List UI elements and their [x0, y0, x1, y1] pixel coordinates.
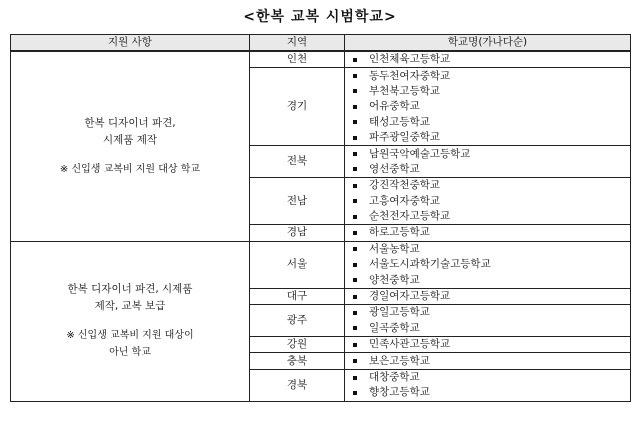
school-cell — [345, 178, 631, 225]
bullet-icon — [353, 278, 357, 282]
school-item: 경일여자고등학교 — [353, 289, 630, 304]
region-cell: 강원 — [250, 337, 345, 353]
school-item: 순천전자고등학교 — [353, 209, 630, 224]
school-item: 하로고등학교 — [353, 225, 630, 240]
bullet-icon — [353, 343, 357, 347]
school-item: 민족사관고등학교 — [353, 337, 630, 352]
bullet-icon — [353, 136, 357, 140]
school-cell — [345, 51, 631, 68]
school-item: 서울농학교 — [353, 242, 630, 257]
region-cell: 인천 — [250, 51, 345, 68]
bullet-icon — [353, 215, 357, 219]
table-row — [11, 51, 631, 68]
school-item: 보은고등학교 — [353, 353, 630, 368]
school-item: 강진작천중학교 — [353, 178, 630, 193]
school-item: 일곡중학교 — [353, 321, 630, 336]
header-support: 지원 사항 — [11, 35, 250, 52]
region-cell: 경기 — [250, 68, 345, 146]
table-row — [11, 241, 631, 288]
region-cell: 대구 — [250, 288, 345, 304]
region-cell: 전남 — [250, 178, 345, 225]
support-note: ※ 신입생 교복비 지원 대상이 — [66, 330, 194, 342]
school-cell — [345, 288, 631, 304]
school-item: 파주광일중학교 — [353, 130, 630, 145]
support-cell-1 — [11, 51, 250, 241]
school-cell — [345, 241, 631, 288]
school-item: 양천중학교 — [353, 272, 630, 287]
school-item: 대창중학교 — [353, 370, 630, 385]
school-item: 동두천여자중학교 — [353, 68, 630, 83]
bullet-icon — [353, 295, 357, 299]
support-text: 한복 디자이너 파견, 시제품 — [67, 283, 193, 296]
bullet-icon — [353, 326, 357, 330]
bullet-icon — [353, 74, 357, 78]
school-item: 서울도시과학기술고등학교 — [353, 257, 630, 272]
school-item: 영선중학교 — [353, 162, 630, 177]
pilot-school-table — [10, 34, 631, 402]
bullet-icon — [353, 311, 357, 315]
school-cell — [345, 337, 631, 353]
school-cell — [345, 353, 631, 369]
support-text: 시제품 제작 — [102, 133, 158, 146]
school-cell — [345, 225, 631, 241]
school-cell — [345, 68, 631, 146]
region-cell: 광주 — [250, 305, 345, 337]
support-note: 아닌 학교 — [109, 347, 151, 359]
bullet-icon — [353, 184, 357, 188]
bullet-icon — [353, 167, 357, 171]
bullet-icon — [353, 120, 357, 124]
bullet-icon — [353, 58, 357, 62]
school-item: 남원국악예술고등학교 — [353, 146, 630, 161]
school-item: 어유중학교 — [353, 99, 630, 114]
school-item: 고흥여자중학교 — [353, 194, 630, 209]
page-title: <한복 교복 시범학교> — [243, 9, 397, 25]
school-item: 광일고등학교 — [353, 305, 630, 320]
school-item: 향창고등학교 — [353, 385, 630, 400]
school-cell — [345, 305, 631, 337]
support-text: 제작, 교복 보급 — [94, 300, 166, 313]
bullet-icon — [353, 391, 357, 395]
support-note: ※ 신입생 교복비 지원 대상 학교 — [59, 163, 201, 175]
bullet-icon — [353, 263, 357, 267]
bullet-icon — [353, 231, 357, 235]
region-cell: 충북 — [250, 353, 345, 369]
school-item: 부천북고등학교 — [353, 84, 630, 99]
bullet-icon — [353, 199, 357, 203]
bullet-icon — [353, 152, 357, 156]
bullet-icon — [353, 359, 357, 363]
region-cell: 서울 — [250, 241, 345, 288]
bullet-icon — [353, 376, 357, 380]
header-school: 학교명(가나다순) — [345, 35, 631, 52]
support-cell-2 — [11, 241, 250, 401]
school-cell — [345, 146, 631, 178]
bullet-icon — [353, 105, 357, 109]
region-cell: 경남 — [250, 225, 345, 241]
table-header-row — [11, 35, 631, 52]
school-cell — [345, 369, 631, 401]
bullet-icon — [353, 89, 357, 93]
bullet-icon — [353, 247, 357, 251]
header-region: 지역 — [250, 35, 345, 52]
region-cell: 경북 — [250, 369, 345, 401]
region-cell: 전북 — [250, 146, 345, 178]
school-item: 태성고등학교 — [353, 115, 630, 130]
support-text: 한복 디자이너 파견, — [84, 116, 176, 129]
school-item: 인천체육고등학교 — [353, 52, 630, 67]
